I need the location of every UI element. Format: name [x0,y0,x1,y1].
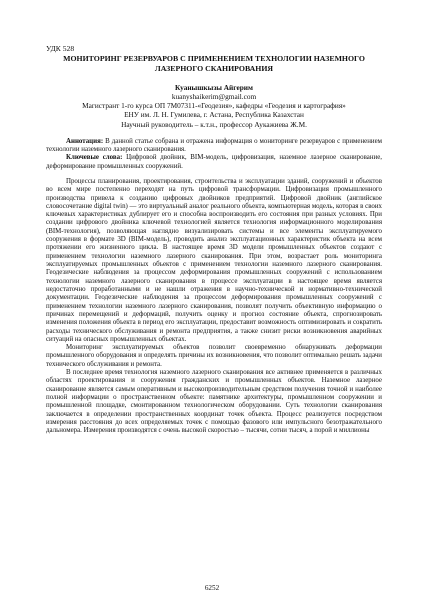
abstract-text: В данной статье собрана и отражена информация о мониторинге резервуаров с применением технологии наземного лазерного сканирования. [46,137,382,153]
scientific-supervisor: Научный руководитель – к.т.н., профессор Аукажиева Ж.М. [121,119,307,129]
author-email: kuanyshaikerim@gmail.com [171,92,257,102]
keywords-text: Цифровой двойник, BIM-модель, цифровизация, наземное лазерное сканирование, деформирование промышленных сооружений. [46,154,382,170]
keywords [46,154,382,171]
abstract [46,138,382,155]
body-paragraph: В последнее время технология наземного лазерного сканирования все активнее применяется в различных областях проектирования и сооружения гражданских и промышленных объектов. Наземное лазерное сканирование является самым оперативным и высокопроизводительным средством получения точной и наиболее полной информации о пространственном объекте: памятнике архитектуры, промышленном сооружении и промышленной площадке, смонтированном технологическом оборудовании. Суть технологии сканирования заключается в определении пространственных координат точек объекта. Процесс реализуется посредством измерения расстояния до всех определяемых точек с помощью фазового или импульсного безотражательного дальномера. Измерения производятся с очень высокой скоростью – тысячи, сотни тысяч, а порой и миллионы [46,369,382,435]
title-line: МОНИТОРИНГ РЕЗЕРВУАРОВ С ПРИМЕНЕНИЕМ ТЕХНОЛОГИИ НАЗЕМНОГО [63,54,365,63]
author-position: Магистрант 1-го курса ОП 7М07311-«Геодезия», кафедры «Геодезия и картография» [82,101,346,111]
article-title [46,54,382,73]
body-paragraph: Процессы планирования, проектирования, строительства и эксплуатации зданий, сооружений и объектов во всем мире постепенно переходят на путь цифровой трансформации. Цифровизация промышленного производства привела к созданию цифровых двойников предприятий. Цифровой двойник (английское словосочетание digital twin) — это виртуальный аналог реального объекта, компьютерная модель, которая в своих ключевых характеристиках дублирует его и способна воспроизводить его состояния при разных условиях. При создании цифрового двойника ключевой технологией является технология информационного моделирования (BIM-технология), позволяющая наглядно визуализировать системы и все элементы эксплуатируемого сооружения в формате 3D (BIM-модель), проводить анализ эксплуатационных характеристик объекта на всем протяжении его жизненного цикла. В настоящее время 3D модели промышленных объектов создают с применением технологии наземного лазерного сканирования. При этом, возрастает роль мониторинга эксплуатируемых промышленных объектов с применением технологии наземного лазерного сканирования. Геодезические наблюдения за процессом деформирования промышленных сооружений с использованием технологии наземного лазерного сканирования в процессе эксплуатации в настоящее время является недостаточно проработанными и не нашли отражения в научно-технической и нормативно-технической документации. Геодезические наблюдения за процессом деформирования промышленных сооружений с применением технологии наземного лазерного сканирования, позволят получить объективную информацию о причинах перемещений и деформаций, получить оценку и прогноз состояние объекта, спрогнозировать изменения положения объекта в период его эксплуатации, предоставит возможность оптимизировать и сократить расходы технического обслуживания и ремонта предприятия, а также снизит риски возникновения аварийных ситуаций на опасных промышленных объектах. [46,177,382,343]
abstract-label: Аннотация: [66,137,104,145]
body-paragraph: Мониторинг эксплуатируемых объектов позволит своевременно обнаруживать деформации промышленного оборудования и определять причины их возникновения, что позволит оптимально решать задачи технического обслуживания и ремонта. [46,344,382,368]
keywords-label: Ключевые слова: [66,154,123,162]
author-block [46,83,382,128]
udk-code: УДК 528 [46,44,75,53]
author-affiliation: ЕНУ им. Л. Н. Гумилева, г. Астана, Республика Казахстан [124,110,304,120]
page-number: 6252 [204,584,220,592]
title-line: ЛАЗЕРНОГО СКАНИРОВАНИЯ [154,63,274,73]
author-name: Куанышкызы Айгерим [175,83,253,93]
